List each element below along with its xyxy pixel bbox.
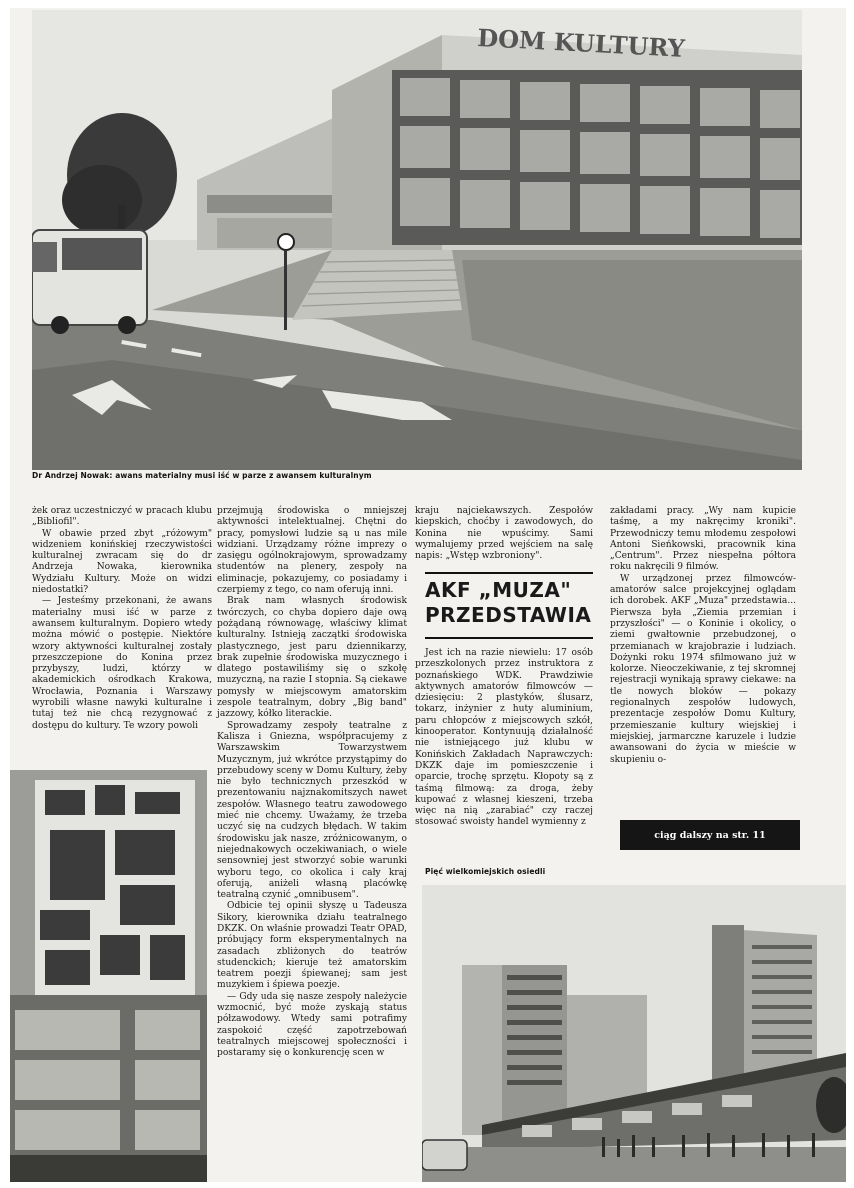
magazine-page xyxy=(10,8,846,1182)
paragraph: kraju najciekawszych. Zespołów kiepskich, choćby i zawodowych, do Konina nie wpuścimy. Sami wymalujemy przed wejściem na salę napis: „Wstęp wzbroniony". xyxy=(415,506,593,562)
paragraph: zakładami pracy. „Wy nam kupicie taśmę, a my nakręcimy kroniki". Przewodniczy temu młodemu zespołowi Antoni Sieńkowski, pracownik kina „Centrum". Przez niespełna półtora roku nakręcili 9 filmów. xyxy=(610,506,796,573)
paragraph: przejmują środowiska o mniejszej aktywności intelektualnej. Chętni do pracy, pomysłowi ludzie są u nas mile widziani. Urządzamy różne imprezy o zasięgu ogólnokrajowym, sprowadzamy studentów na plenery, zespoły na eliminacje, pokazujemy, co posiadamy i czerpiemy z tego, co nam oferują inni. xyxy=(217,506,407,596)
headline-rule-top xyxy=(425,572,593,574)
building-sign: DOM KULTURY xyxy=(476,23,686,63)
text-column-4 xyxy=(610,506,796,766)
bottom-photo-caption: Pięć wielkomiejskich osiedli xyxy=(425,867,546,876)
headline-line-2: PRZEDSTAWIA xyxy=(425,603,592,627)
headline-line-1: AKF „MUZA" xyxy=(425,578,572,602)
text-column-1 xyxy=(32,506,212,732)
paragraph: żek oraz uczestniczyć w pracach klubu „Bibliofil". xyxy=(32,506,212,528)
paragraph: — Gdy uda się nasze zespoły należycie wzmocnić, być może zyskają status półzawodowy. Wtedy sami potrafimy zaspokoić część zapotrzebowań teatralnych miejscowej społeczności i postaramy się o konkurencję scen w xyxy=(217,991,407,1059)
text-column-3-top xyxy=(415,506,593,562)
bulletin-board-photo xyxy=(10,770,207,1182)
continued-banner: ciąg dalszy na str. 11 xyxy=(620,820,800,850)
text-column-3-bottom xyxy=(415,648,593,829)
dom-kultury-photo xyxy=(32,10,802,470)
paragraph: Jest ich na razie niewielu: 17 osób przeszkolonych przez instruktora z poznańskiego WDK. Prawdziwie aktywnych amatorów filmowców — dziesięciu: 2 plastyków, ślusarz, tokarz, inżynier z huty aluminium, paru chłopców z miejscowych szkół, kinooperator. Kontynuują działalność nie istniejącego już klubu w Konińskich Zakładach Naprawczych: DKZK daje im pomieszczenie i oparcie, trochę sprzętu. Kłopoty są z taśmą filmową: za droga, żeby kupować z własnej kieszeni, trzeba więc na nią „zarabiać" czy raczej stosować swoisty handel wymienny z xyxy=(415,648,593,828)
paragraph: Sprowadzamy zespoły teatralne z Kalisza i Gniezna, współpracujemy z Warszawskim Towarzystwem Muzycznym, już wkrótce przystąpimy do przebudowy sceny w Domu Kultury, żeby nie było technicznych przeszkód w prezentowaniu najznakomitszych nawet zespołów. Własnego teatru zawodowego mieć nie chcemy. Uważamy, że trzeba uczyć się na cudzych błędach. W takim środowisku jak nasze, zróżnicowanym, o niejednakowych oczekiwaniach, o wiele sensowniej jest stworzyć sobie warunki wyboru tego, co okolica i cały kraj oferują, aniżeli własną placówkę teatralną czynić „omnibusem". xyxy=(217,720,407,901)
paragraph: W urządzonej przez filmowców-amatorów salce projekcyjnej oglądam ich dorobek. AKF „Muza" przedstawia... Pierwsza była „Ziemia przemian i przyszłości" — o Koninie i okolicy, o ziemi gwałtownie przebudzonej, o przemianach w krajobrazie i ludziach. Dożynki roku 1974 sfilmowano już w kolorze. Nieoczekiwanie, z tej skromnej rejestracji wynikają sprawy ciekawe: na tle nowych bloków — pokazy regionalnych zespołów ludowych, prezentacje zespołów Domu Kultury, przemieszanie kultury wiejskiej i miejskiej, jarmarczne karuzele i ludzie awansowani do życia w mieście w skupieniu o- xyxy=(610,573,796,765)
text-column-2 xyxy=(217,506,407,1060)
top-photo-caption: Dr Andrzej Nowak: awans materialny musi iść w parze z awansem kulturalnym xyxy=(32,471,372,480)
window-grid xyxy=(400,78,800,238)
paragraph: W obawie przed zbyt „różowym" widzeniem konińskiej rzeczywistości kulturalnej zwracam się do dr Andrzeja Nowaka, kierownika Wydziału Kultury. Może on widzi niedostatki? xyxy=(32,528,212,596)
headline-rule-bottom xyxy=(425,637,593,639)
paragraph: Odbicie tej opinii słyszę u Tadeusza Sikory, kierownika działu teatralnego DKZK. On właśnie prowadzi Teatr OPAD, próbujący form eksperymentalnych na zasadach zbliżonych do teatrów studenckich; kieruje też amatorskim teatrem poezji śpiewanej; sam jest muzykiem i śpiewa poezje. xyxy=(217,901,407,991)
paragraph: Brak nam własnych środowisk twórczych, co chyba dopiero daje ową pożądaną równowagę, właściwy klimat kulturalny. Istnieją zaczątki środowiska plastycznego, jest paru dziennikarzy, brak zupełnie środowiska muzycznego i dlatego postawiliśmy się o szkołę muzyczną, na razie I stopnia. Są ciekawe pomysły w miejscowym amatorskim zespole teatralnym, dobry „Big band" jazzowy, kółko literackie. xyxy=(217,596,407,720)
housing-estate-photo xyxy=(422,885,846,1182)
paragraph: — Jesteśmy przekonani, że awans materialny musi iść w parze z awansem kulturalnym. Dopiero wtedy można mówić o postępie. Niektóre wzory aktywności kulturalnej zostały przeszczepione do Konina przez przybyszy, ludzi, którzy w akademickich ośrodkach Krakowa, Wrocławia, Poznania i Warszawy wyrobili własne nawyki kulturalne i tutaj też nie chcą rezygnować z dostępu do kultury. Te wzory powoli xyxy=(32,596,212,731)
section-headline xyxy=(425,578,600,628)
